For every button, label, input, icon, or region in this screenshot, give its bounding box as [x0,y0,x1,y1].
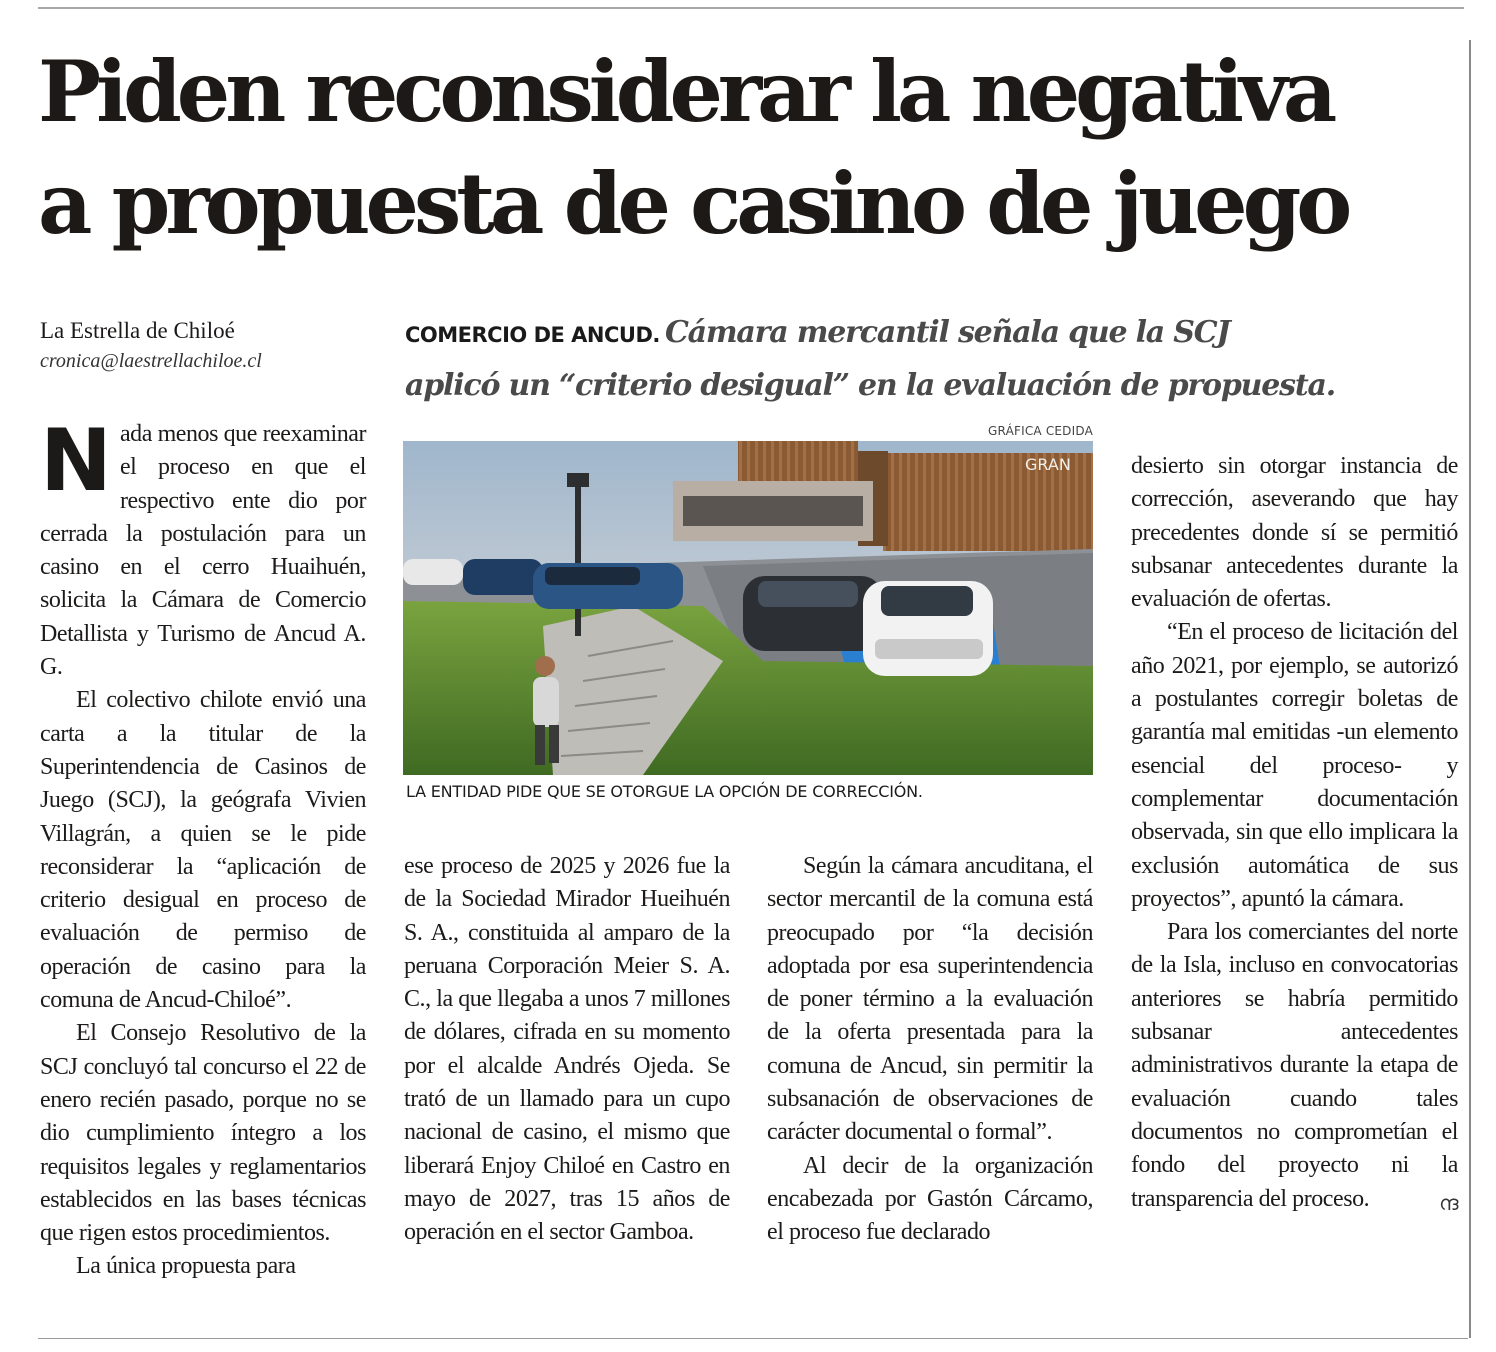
paragraph-1 [40,411,366,684]
article-column-1 [40,411,366,1284]
building-sign-text: GRAN [1025,455,1071,474]
drop-cap: N [40,411,110,511]
paragraph-9: “En el proceso de licitación del año 2021, por ejemplo, se autorizó a postulantes corregir boletas de garantía mal emitidas -un elemento esencial del proceso- y complementar documentación observada, sin que ello implicara la exclusión automática de sus proyectos”, apuntó la cámara. [1131,619,1458,912]
top-rule [38,7,1464,9]
photo-credit: GRÁFICA CEDIDA [988,424,1093,438]
bottom-rule [38,1338,1468,1339]
byline [40,316,370,376]
paragraph-2: El colectivo chilote envió una carta a la titular de la Superintendencia de Casinos de Juego (SCJ), la geógrafa Vivien Villagrán, a quien se le pide reconsiderar la “aplicación de criterio desigual en proceso de evaluación de permiso de operación de casino para la comuna de Ancud-Chiloé”. [40,687,366,1014]
kicker-line-1 [405,306,1465,364]
article-column-3 [767,850,1093,1250]
paragraph-7: Al decir de la organización encabezada por Gastón Cárcamo, el proceso fue declarado [767,1152,1093,1246]
byline-name: La Estrella de Chiloé [40,318,235,343]
paragraph-5: ese proceso de 2025 y 2026 fue la de la Sociedad Mirador Hueihuén S. A., constituida al amparo de la peruana Corporación Meier S. A. C., la que llegaba a unos 7 millones de dólares, cifrada en su momento por el alcalde Andrés Ojeda. Se trató de un llamado para un cupo nacional de casino, el mismo que liberará Enjoy Chiloé en Castro en mayo de 2027, tras 15 años de operación en el sector Gamboa. [404,853,730,1246]
paragraph-1-text: ada menos que reexaminar el proceso en que el respectivo ente dio por cerrada la postulación para un casino en el cerro Huaihuén, solicita la Cámara de Comercio Detallista y Turismo de Ancud A. G. [40,421,366,681]
byline-email: cronica@laestrellachiloe.cl [40,350,262,372]
headline [38,36,1458,260]
column-divider-right [1469,40,1471,1338]
paragraph-3: El Consejo Resolutivo de la SCJ concluyó tal concurso el 22 de enero recién pasado, porque no se dio cumplimiento íntegro a los requisitos legales y reglamentarios establecidos en las bases técnicas que rigen estos procedimientos. [40,1020,366,1247]
kicker-label: COMERCIO DE ANCUD. [405,323,660,347]
paragraph-4: La única propuesta para [76,1253,296,1280]
kicker-line-2: aplicó un “criterio desigual” en la evaluación de propuesta. [405,368,1335,403]
photo-caption: LA ENTIDAD PIDE QUE SE OTORGUE LA OPCIÓN DE CORRECCIÓN. [406,782,923,801]
paragraph-10-text: Para los comerciantes del norte de la Isla, incluso en convocatorias anteriores se habría permitido subsanar antecedentes administrativos durante la etapa de evaluación cuando tales documentos no comprometían el fondo del proyecto ni la transparencia del proceso. [1131,919,1458,1212]
headline-line-1: Piden reconsiderar la negativa [38,42,1333,141]
kicker-text-1: Cámara mercantil señala que la SCJ [664,315,1230,350]
casino-rendering-photo [403,441,1093,775]
headline-line-2: a propuesta de casino de juego [38,154,1348,253]
paragraph-6: Según la cámara ancuditana, el sector mercantil de la comuna está preocupado por “la decisión adoptada por esa superintendencia de poner término a la evaluación de la oferta presentada para la comuna de Ancud, sin permitir la subsanación de observaciones de carácter documental o formal”. [767,853,1093,1146]
end-mark-icon: ന്ദ [1439,1190,1458,1215]
paragraph-8: desierto sin otorgar instancia de corrección, aseverando que hay precedentes donde sí se permitió subsanar antecedentes durante la evaluación de ofertas. [1131,453,1458,613]
article-column-4 [1131,450,1458,1220]
paragraph-10 [1131,916,1458,1216]
kicker [405,306,1465,408]
article-column-2 [404,850,730,1250]
